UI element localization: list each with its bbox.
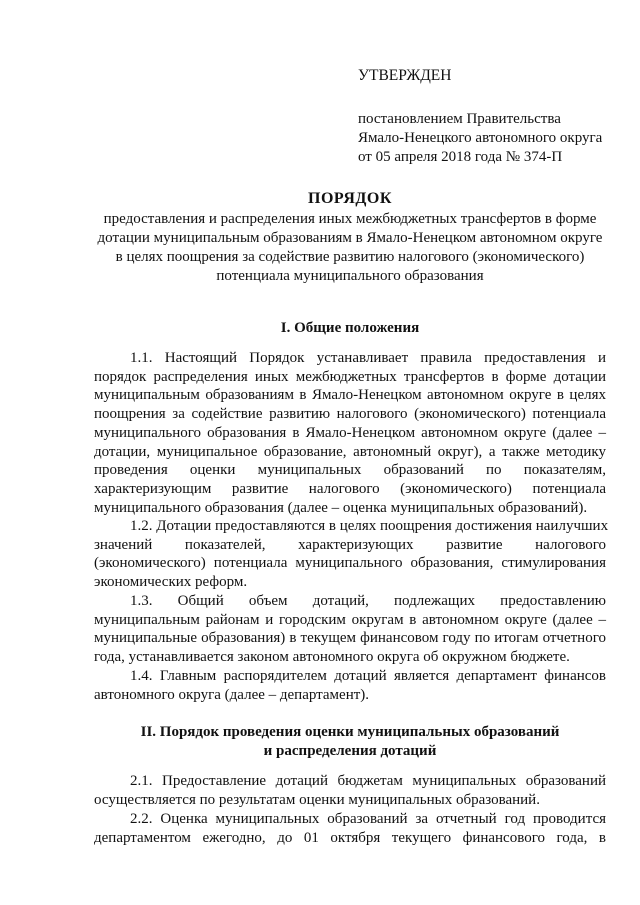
section-1-paragraph-3 [94,592,606,667]
text-line: характеризующим развитие налогового (экономического) потенциала [94,480,606,497]
section-1-paragraph-4 [94,667,606,704]
text-line: года, устанавливается законом автономного округа об окружном бюджете. [94,649,570,666]
text-line: 1.1. Настоящий Порядок устанавливает правила предоставления и [130,350,606,366]
title-main: ПОРЯДОК [308,190,392,207]
section-heading-text: I. Общие положения [280,320,420,336]
section-1-paragraph-2 [94,517,609,592]
text-line: поощрения за содействие развитию налогового (экономического) потенциала [94,406,606,423]
title-line: дотации муниципальным образованиям в Ямало-Ненецком автономном округе [97,230,603,246]
text-line: 1.2. Дотации предоставляются в целях поощрения достижения наилучших [130,518,609,534]
section-2-paragraph-2 [94,810,606,847]
approval-line: постановлением Правительства [358,111,561,127]
section-2-paragraph-1 [94,772,606,809]
section-1-paragraph-1 [94,349,606,517]
text-line: порядок распределения иных межбюджетных трансфертов в форме дотации [94,368,606,385]
section-2-heading [94,723,606,761]
section-heading-text: и распределения дотаций [263,743,437,759]
section-heading-text: II. Порядок проведения оценки муниципальных образований [140,724,560,740]
text-line: 1.3. Общий объем дотаций, подлежащих предоставлению [130,593,606,609]
document-title [94,189,606,286]
text-line: (экономического) потенциала муниципального образования, стимулирования [94,555,606,572]
text-line: 1.4. Главным распорядителем дотаций является департамент финансов [130,668,606,684]
text-line: муниципального образования в Ямало-Ненецком автономном округе (далее – [94,424,606,441]
text-line: 2.2. Оценка муниципальных образований за отчетный год проводится [130,811,606,827]
text-line: муниципальным районам и городским округам в автономном округе (далее – [94,611,606,628]
text-line: муниципального образования (далее – оценка муниципальных образований). [94,499,588,516]
approved-label: УТВЕРЖДЕН [358,67,452,84]
text-line: дотации, муниципальное образование, автономный округ), а также методику [94,443,606,460]
text-line: проведения оценки муниципальных образований по показателям, [94,462,606,479]
approval-block [358,66,628,167]
approval-line: от 05 апреля 2018 года № 374-П [358,149,563,165]
text-line: значений показателей, характеризующих развитие налогового [94,536,606,553]
text-line: автономного округа (далее – департамент). [94,686,370,703]
text-line: муниципальные образования) в текущем финансовом году по итогам отчетного [94,630,606,647]
text-line: 2.1. Предоставление дотаций бюджетам муниципальных образований [130,773,606,789]
text-line: осуществляется по результатам оценки муниципальных образований. [94,791,540,808]
approval-line: Ямало-Ненецкого автономного округа [358,130,603,146]
text-line: экономических реформ. [94,574,248,591]
text-line: департаментом ежегодно, до 01 октября текущего финансового года, в [94,829,606,846]
title-line: предоставления и распределения иных межбюджетных трансфертов в форме [103,211,597,227]
text-line: муниципальным образованиям в Ямало-Ненецком автономном округе в целях [94,387,606,404]
title-line: потенциала муниципального образования [216,268,484,284]
section-1-heading [94,319,606,338]
title-line: в целях поощрения за содействие развитию налогового (экономического) [115,249,585,265]
